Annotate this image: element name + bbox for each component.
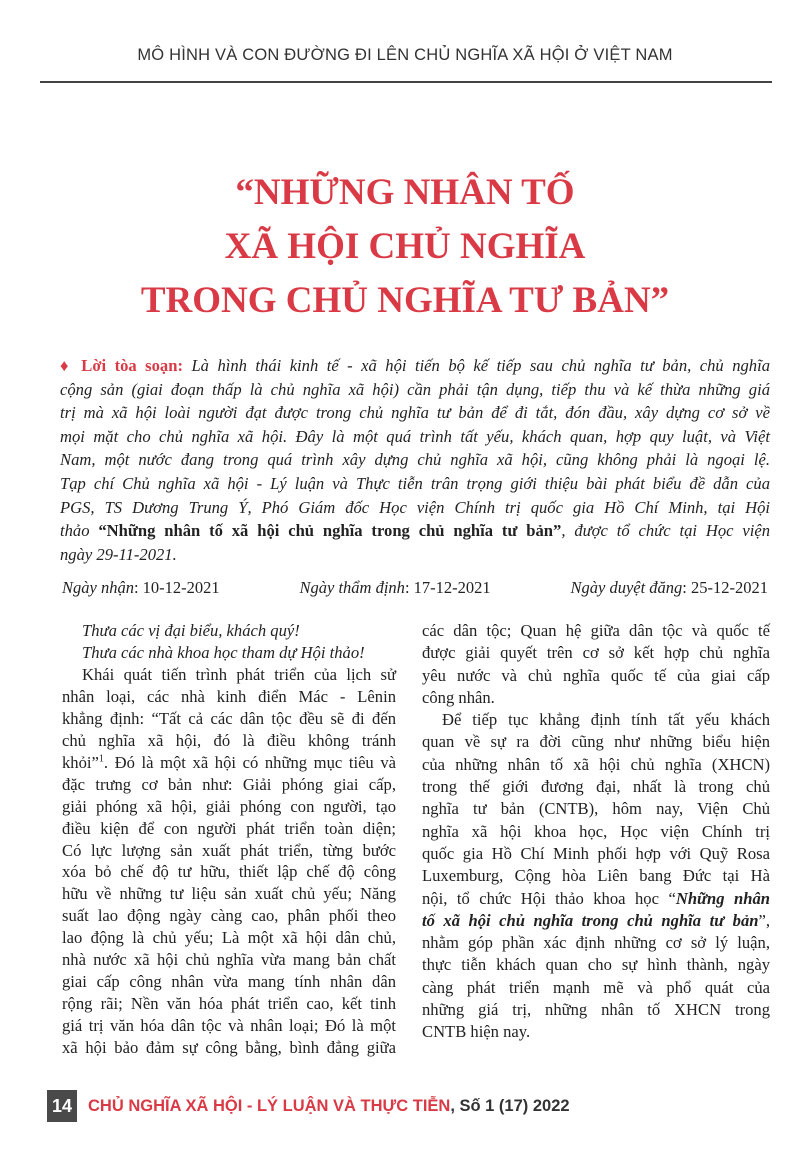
text-segment: công nhân. bbox=[422, 687, 495, 707]
text-segment: Thưa các nhà khoa học tham dự Hội thảo! bbox=[82, 642, 365, 662]
text-line bbox=[422, 687, 770, 709]
text-line bbox=[62, 971, 396, 993]
text-segment: xã hội bảo đảm sự công bằng, bình đẳng giữa bbox=[62, 1038, 396, 1058]
text-segment: hữu về những tư liệu sản xuất chủ yếu; Năng bbox=[62, 884, 396, 904]
text-segment: giá trị văn hóa dân tộc và nhân loại; Đó là một bbox=[62, 1016, 396, 1036]
text-line bbox=[422, 865, 770, 887]
text-line bbox=[422, 754, 770, 776]
running-head: MÔ HÌNH VÀ CON ĐƯỜNG ĐI LÊN CHỦ NGHĨA XÃ HỘI Ở VIỆT NAM bbox=[137, 46, 673, 64]
text-segment: Những nhân bbox=[675, 888, 771, 908]
text-segment: “Những nhân tố xã hội chủ nghĩa trong chủ nghĩa tư bản” bbox=[98, 521, 562, 541]
text-line bbox=[62, 642, 396, 664]
date-reviewed: Ngày thẩm định: 17-12-2021 bbox=[299, 578, 491, 597]
text-segment: rộng rãi; Nền văn hóa phát triển cao, kết tinh bbox=[62, 994, 396, 1014]
text-segment: nghĩa xã hội khoa học, Học viện Chính trị bbox=[422, 821, 770, 841]
text-segment: những giá trị, những nhân tố XHCN trong bbox=[422, 1000, 770, 1020]
text-line bbox=[422, 776, 770, 798]
date-approved: Ngày duyệt đăng: 25-12-2021 bbox=[570, 578, 768, 597]
text-segment: điều kiện để con người phát triển toàn diện; bbox=[62, 818, 396, 838]
text-line bbox=[62, 664, 396, 686]
text-segment: ”, bbox=[758, 910, 770, 930]
text-line bbox=[60, 543, 770, 567]
date-received: Ngày nhận: 10-12-2021 bbox=[62, 578, 220, 597]
article-title bbox=[40, 166, 770, 328]
text-segment: Nam, một nước đang trong quá trình xây dựng chủ nghĩa xã hội, cũng không phải là ngoại lệ. bbox=[60, 450, 770, 470]
title-line: “NHỮNG NHÂN TỐ bbox=[235, 172, 575, 213]
text-segment: CNTB hiện nay. bbox=[422, 1022, 531, 1042]
text-segment: yêu nước và chủ nghĩa quốc tế của giai cấp bbox=[422, 665, 770, 685]
text-segment: nghĩa tư bản (CNTB), hôm nay, Viện Chủ bbox=[422, 799, 770, 819]
text-segment: Tạp chí Chủ nghĩa xã hội - Lý luận và Thực tiễn trân trọng giới thiệu bài phát biểu đề dẫn của bbox=[60, 473, 770, 493]
text-line bbox=[60, 472, 770, 496]
text-segment: khỏi” bbox=[62, 752, 99, 772]
text-line bbox=[60, 448, 770, 472]
text-segment: càng phát triển mạnh mẽ và phổ quát của bbox=[422, 977, 770, 997]
text-segment: trong thế giới đương đại, nhất là trong chủ bbox=[422, 777, 770, 797]
text-segment: của những nhân tố xã hội chủ nghĩa (XHCN) bbox=[422, 754, 770, 774]
text-line bbox=[422, 999, 770, 1021]
title-line: XÃ HỘI CHỦ NGHĨA bbox=[224, 226, 586, 267]
text-segment: trị mà xã hội loài người đạt được trong chủ nghĩa tư bản để đi tắt, đón đầu, xây dựng cơ sở về bbox=[60, 403, 770, 423]
text-line bbox=[422, 910, 770, 932]
text-line bbox=[62, 1015, 396, 1037]
text-line bbox=[62, 993, 396, 1015]
text-line bbox=[422, 1021, 770, 1043]
text-line bbox=[62, 905, 396, 927]
text-line bbox=[62, 796, 396, 818]
header-rule bbox=[40, 81, 772, 83]
text-line bbox=[422, 798, 770, 820]
text-line bbox=[60, 354, 770, 378]
text-segment: các dân tộc; Quan hệ giữa dân tộc và quốc tế bbox=[422, 621, 770, 640]
text-segment: Thưa các vị đại biểu, khách quý! bbox=[82, 621, 300, 640]
text-line bbox=[62, 774, 396, 796]
text-segment: PGS, TS Dương Trung Ý, Phó Giám đốc Học viện Chính trị quốc gia Hồ Chí Minh, tại Hội bbox=[60, 497, 770, 517]
text-line bbox=[422, 843, 770, 865]
text-line bbox=[422, 642, 770, 664]
issue-info: , Số 1 (17) 2022 bbox=[450, 1096, 570, 1115]
text-line bbox=[60, 378, 770, 402]
text-segment: nhằm góp phần xác định những cơ sở lý luận, bbox=[422, 933, 770, 953]
text-line bbox=[422, 665, 770, 687]
text-segment: suất lao động ngày càng cao, phân phối theo bbox=[62, 906, 396, 926]
text-line bbox=[62, 686, 396, 708]
text-line bbox=[422, 709, 770, 731]
text-segment: thảo bbox=[60, 521, 99, 541]
text-segment: lao động là chủ yếu; Là một xã hội dân chủ, bbox=[62, 928, 396, 948]
text-line bbox=[62, 840, 396, 862]
text-line bbox=[62, 620, 396, 642]
text-segment: mọi mặt cho chủ nghĩa xã hội. Đây là một quá trình tất yếu, khách quan, hợp quy luật, và Việt bbox=[60, 426, 770, 446]
text-segment: Có lực lượng sản xuất phát triển, từng bước bbox=[62, 840, 396, 860]
editorial-note bbox=[60, 354, 770, 566]
text-line bbox=[62, 927, 396, 949]
text-segment: ♦ Lời tòa soạn: bbox=[60, 356, 192, 375]
text-segment: nhà nước xã hội chủ nghĩa vừa mang bản chất bbox=[62, 950, 396, 970]
text-line bbox=[62, 949, 396, 971]
text-segment: Để tiếp tục khẳng định tính tất yếu khách bbox=[442, 710, 770, 730]
text-segment: Là hình thái kinh tế - xã hội tiến bộ kế tiếp sau chủ nghĩa tư bản, chủ nghĩa bbox=[191, 356, 770, 375]
text-line bbox=[62, 752, 396, 774]
text-line bbox=[60, 496, 770, 520]
text-line bbox=[62, 730, 396, 752]
footnote-ref: 1 bbox=[98, 753, 104, 765]
text-line bbox=[422, 731, 770, 753]
body-column-left bbox=[62, 620, 396, 1059]
text-line bbox=[422, 821, 770, 843]
text-segment: tố xã hội chủ nghĩa trong chủ nghĩa tư bản bbox=[422, 910, 759, 930]
journal-name: CHỦ NGHĨA XÃ HỘI - LÝ LUẬN VÀ THỰC TIỄN bbox=[88, 1096, 451, 1115]
text-line bbox=[60, 401, 770, 425]
text-line bbox=[62, 818, 396, 840]
text-line bbox=[62, 861, 396, 883]
text-segment: quốc gia Hồ Chí Minh phối hợp với Quỹ Rosa bbox=[422, 843, 770, 863]
text-segment: giải phóng xã hội, giải phóng con người, tạo bbox=[62, 796, 396, 816]
text-line bbox=[60, 425, 770, 449]
text-line bbox=[62, 1037, 396, 1059]
text-segment: Khái quát tiến trình phát triển của lịch sử bbox=[82, 664, 396, 684]
body-column-right bbox=[422, 620, 770, 1044]
text-line bbox=[422, 932, 770, 954]
text-line bbox=[62, 883, 396, 905]
page-footer bbox=[47, 1090, 570, 1122]
text-line bbox=[60, 519, 770, 543]
text-segment: đặc trưng cơ bản như: Giải phóng giai cấp, bbox=[62, 774, 396, 794]
text-segment: ngày 29-11-2021. bbox=[60, 544, 177, 564]
text-segment: , được tổ chức tại Học viện bbox=[561, 521, 770, 541]
text-segment: quan về sự ra đời cũng như những biểu hiện bbox=[422, 732, 770, 752]
text-segment: được giải quyết trên cơ sở kết hợp chủ nghĩa bbox=[422, 643, 770, 663]
text-line bbox=[422, 620, 770, 642]
text-segment: Luxemburg, Cộng hòa Liên bang Đức tại Hà bbox=[422, 866, 770, 886]
article-dates bbox=[62, 578, 768, 598]
page-number: 14 bbox=[47, 1090, 77, 1122]
text-line bbox=[422, 977, 770, 999]
text-segment: . Đó là một xã hội có những mục tiêu và bbox=[103, 752, 396, 772]
text-segment: chủ nghĩa xã hội, đó là điều không tránh bbox=[62, 730, 396, 750]
text-line bbox=[62, 708, 396, 730]
text-segment: nhân loại, các nhà kinh điển Mác - Lênin bbox=[62, 686, 396, 706]
text-line bbox=[422, 888, 770, 910]
text-segment: khẳng định: “Tất cả các dân tộc đều sẽ đi đến bbox=[62, 708, 396, 728]
text-segment: nội, tổ chức Hội thảo khoa học “ bbox=[422, 888, 676, 908]
text-segment: giai cấp công nhân vừa mang tính nhân dân bbox=[62, 972, 396, 992]
text-segment: cộng sản (giai đoạn thấp là chủ nghĩa xã hội) cần phải tận dụng, tiếp thu và kế thừa những giá bbox=[60, 379, 770, 399]
title-line: TRONG CHỦ NGHĨA TƯ BẢN” bbox=[140, 280, 670, 321]
text-segment: thực tiễn khách quan cho sự hình thành, ngày bbox=[422, 955, 770, 975]
text-line bbox=[422, 954, 770, 976]
text-segment: xóa bỏ chế độ tư hữu, thiết lập chế độ công bbox=[62, 862, 396, 882]
